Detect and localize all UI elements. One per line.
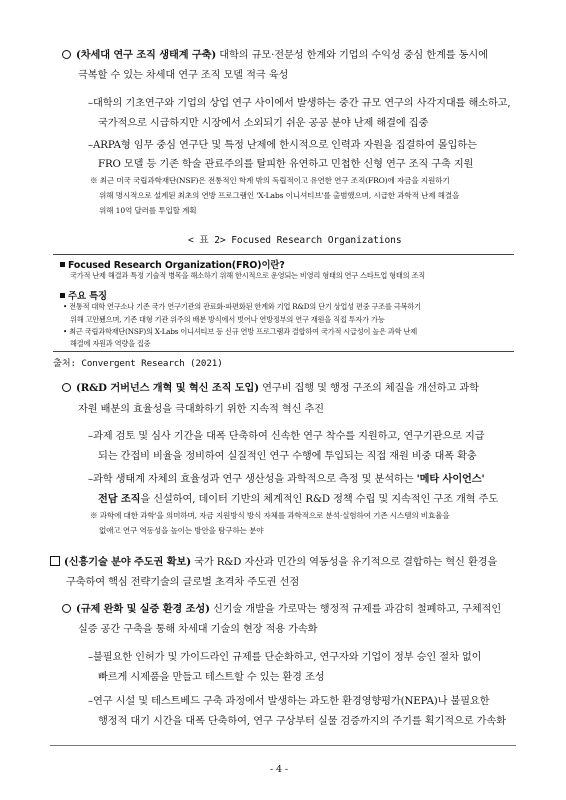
section-1-title: (차세대 연구 조직 생태계 구축) [76,49,217,61]
section-1-bullet-1-line2: 국가적으로 시급하지만 시장에서 소외되기 쉬운 공공 분야 난제 해결에 집중 [98,118,429,129]
asterisk-marker: ※ [90,511,98,520]
section-3-text: 국가 R&D 자산과 민간의 역동성을 유기적으로 결합하는 혁신 환경을 [190,557,498,568]
section-1-bullet-2-line2: FRO 모델 등 기존 학술 관료주의를 탈피한 유연하고 민첩한 신형 연구 조직 구축 지원 [98,159,474,170]
section-2-heading-line [62,379,479,394]
section-2-note: ※ 과학에 대한 과학'을 의미하며, 자금 지원방식 방식 자체를 과학적으로 분석·실험하여 기존 시스템의 비효율을 [90,511,450,520]
footer-rule [50,745,516,746]
dash-marker: – [88,652,93,663]
section-2-bullet-1: –과제 검토 및 심사 기간을 대폭 단축하여 신속한 연구 착수를 지원하고, 연구기관으로 지급 [88,431,485,442]
section-1-note-line3: 위해 10억 달러를 투입할 계획 [99,206,197,215]
hollow-circle-icon [62,604,71,613]
section-1-bullet-1: –대학의 기초연구와 기업의 상업 연구 사이에서 발생하는 중간 규모 연구의 사각지대를 해소하고, [88,98,511,109]
section-1-text-line2: 극복할 수 있는 차세대 연구 조직 모델 적극 육성 [78,70,289,81]
fro-definition-heading: Focused Research Organization(FRO)이란? [60,257,285,271]
section-4-title: (규제 완화 및 실증 환경 조성) [76,603,210,615]
table-caption: < 표 2> Focused Research Organizations [188,235,402,246]
page-number: - 4 - [270,764,289,775]
section-3-heading-line [50,553,497,568]
fro-feature-2: • 최근 국립과학재단(NSF)의 X-Labs 이니셔티브 등 신규 연방 프로그램과 결합하여 국가적 시급성이 높은 과학 난제 [63,327,417,336]
section-2-bullet-1-line2: 되는 간접비 비율을 정비하여 실질적인 연구 수행에 투입되는 직접 재원 비중 대폭 확충 [98,451,477,462]
dedicated-org-term: 전담 조직 [98,493,141,505]
dash-marker: – [88,431,93,442]
hollow-circle-icon [62,50,71,59]
section-2-text: 연구비 집행 및 행정 구조의 체질을 개선하고 과학 [258,383,479,394]
section-2-note-line2: 없애고 연구 역동성을 높이는 방안을 탐구하는 분야 [99,526,264,535]
section-2-bullet-2-line2: 전담 조직을 신설하여, 데이터 기반의 체계적인 R&D 정책 수립 및 지속적인 구조 개혁 주도 [98,493,499,505]
square-bullet-icon [60,293,65,298]
hollow-circle-icon [62,383,71,392]
section-4-bullet-2: –연구 시설 및 테스트베드 구축 과정에서 발생하는 과도한 환경영향평가(NEPA)나 불필요한 [88,696,490,707]
section-1-note: ※ 최근 미국 국립과학재단(NSF)은 전통적인 학계 밖의 독립적이고 유연한 연구 조직(FRO)에 자금을 지원하기 [90,176,450,185]
dash-marker: – [88,474,93,485]
section-4-text-line2: 실증 공간 구축을 통해 차세대 기술의 현장 적용 가속화 [78,624,318,635]
fro-feature-2-line2: 해결에 자원과 역량을 집중 [70,339,151,348]
section-1-heading-line [62,46,488,61]
meta-science-term: '메타 사이언스' [416,473,485,485]
table-source: 출처: Convergent Research (2021) [53,358,223,369]
bullet-marker: • [63,327,68,336]
fro-feature-1: • 전통적 대학 연구소나 기존 국가 연구기관의 관료화·파편화된 한계와 기업 R&D의 단기 상업성 편중 구조를 극복하기 [63,302,421,311]
section-4-bullet-2-line2: 행정적 대기 시간을 대폭 단축하여, 연구 구상부터 실물 검증까지의 주기를 획기적으로 가속화 [98,716,506,727]
section-4-bullet-1: –불필요한 인허가 및 가이드라인 규제를 단순화하고, 연구자와 기업이 정부 승인 절차 없이 [88,652,482,663]
dash-marker: – [88,98,93,109]
section-1-note-line2: 위해 명시적으로 설계된 최초의 연방 프로그램인 'X-Labs 이니셔티브'를 출범했으며, 시급한 과학적 난제 해결을 [99,191,460,200]
section-1-bullet-2: –ARPA형 임무 중심 연구단 및 특정 난제에 한시적으로 인력과 자원을 집결하여 몰입하는 [88,140,477,151]
section-2-bullet-2: –과학 생태계 자체의 효율성과 연구 생산성을 과학적으로 측정 및 분석하는 '메타 사이언스' [88,473,485,485]
section-3-text-line2: 구축하여 핵심 전략기술의 글로벌 초격차 주도권 선점 [66,577,300,588]
section-4-text: 신기술 개발을 가로막는 행정적 규제를 과감히 철폐하고, 구체적인 [209,604,502,615]
asterisk-marker: ※ [90,176,98,185]
section-4-heading-line [62,600,501,615]
dash-marker: – [88,696,93,707]
fro-features-heading: 주요 특징 [60,288,107,302]
section-2-text-line2: 자원 배분의 효율성을 극대화하기 위한 지속적 혁신 추진 [78,404,325,415]
section-3-title: (신흥기술 분야 주도권 확보) [64,556,191,568]
section-1-text: 대학의 규모·전문성 한계와 기업의 수익성 중심 한계를 동시에 [216,50,488,61]
hollow-square-icon [50,556,60,566]
bullet-marker: • [63,302,68,311]
section-2-title: (R&D 거버넌스 개혁 및 혁신 조직 도입) [76,382,259,394]
square-bullet-icon [60,262,65,267]
dash-marker: – [88,140,93,151]
fro-feature-1-line2: 위해 고안됐으며, 기존 대형 기관 위주의 배분 방식에서 벗어나 연방정부의 연구 재원을 직접 투자가 가능 [70,315,385,324]
section-4-bullet-1-line2: 빠르게 시제품을 만들고 테스트할 수 있는 환경 조성 [98,672,325,683]
fro-definition-text: 국가적 난제 해결과 특정 기술적 병목을 해소하기 위해 한시적으로 운영되는 비영리 형태의 연구 스타트업 형태의 조직 [70,271,425,280]
